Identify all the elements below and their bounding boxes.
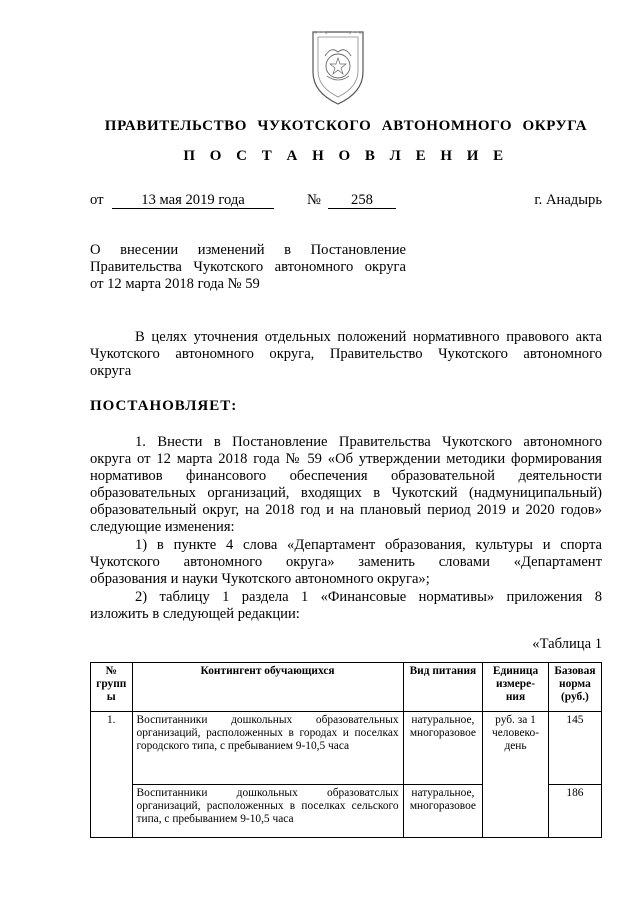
preamble-paragraph: [90, 329, 602, 380]
subitem-2-paragraph: [90, 589, 602, 623]
document-number: 258: [328, 193, 396, 209]
cell-contingent: Воспитанники дошкольных образоватслых организаций, расположенных в поселках сельского типа, с пребыванием 9-10,5 часа: [132, 785, 403, 838]
table-row: [91, 712, 602, 785]
document-type-title: П О С Т А Н О В Л Е Н И Е: [183, 148, 509, 164]
subject-line: О внесении изменений в Постановление: [90, 242, 406, 258]
subject-line: Правительства Чукотского автономного округа: [90, 259, 406, 275]
city: г. Анадырь: [534, 192, 602, 208]
header-unit: Единица измере-ния: [483, 663, 549, 712]
paragraph-line: округа от 12 марта 2018 года № 59 «Об утверждении методики формирования: [90, 451, 602, 467]
subitem-1-paragraph: [90, 537, 602, 588]
cell-group-number: 1.: [91, 712, 133, 838]
item-1-paragraph: [90, 434, 602, 536]
coat-of-arms-emblem: [305, 26, 371, 106]
cell-base-norm: 145: [548, 712, 601, 785]
cell-unit: руб. за 1 человеко-день: [483, 712, 549, 838]
cell-contingent: Воспитанники дошкольных образовательных организаций, расположенных в городах и поселках городского типа, с пребыванием 9-10,5 часа: [132, 712, 403, 785]
header-contingent: Контингент обучающихся: [132, 663, 403, 712]
table-header-row: [91, 663, 602, 712]
paragraph-line: 1. Внести в Постановление Правительства Чукотского автономного: [135, 434, 602, 450]
paragraph-line: Чукотского автономного округа, Правительство Чукотского автономного: [90, 346, 602, 362]
header-group-number: № групп ы: [91, 663, 133, 712]
paragraph-line: образовательный округ, на 2018 год и на плановый период 2019 и 2020 годов»: [90, 502, 602, 518]
document-date: 13 мая 2019 года: [112, 193, 274, 209]
norms-table: [90, 662, 602, 838]
date-prefix: от: [90, 192, 104, 208]
subject-line: от 12 марта 2018 года № 59: [90, 276, 260, 292]
cell-base-norm: 186: [548, 785, 601, 838]
paragraph-line: 1) в пункте 4 слова «Департамент образования, культуры и спорта: [135, 537, 602, 553]
paragraph-line: нормативов финансового обеспечения образовательной деятельности: [90, 468, 602, 484]
government-title: ПРАВИТЕЛЬСТВО ЧУКОТСКОГО АВТОНОМНОГО ОКРУГА: [104, 118, 588, 134]
decree-word: ПОСТАНОВЛЯЕТ:: [90, 398, 238, 414]
paragraph-line: 2) таблицу 1 раздела 1 «Финансовые нормативы» приложения 8: [135, 589, 602, 605]
cell-food-type: натуральное, многоразовое: [403, 712, 483, 785]
header-food-type: Вид питания: [403, 663, 483, 712]
paragraph-line: образования и науки Чукотского автономного округа»;: [90, 571, 430, 587]
document-subject: [90, 242, 406, 293]
paragraph-line: Чукотского автономного округа» заменить словами «Департамент: [90, 554, 602, 570]
cell-food-type: натуральное, многоразовое: [403, 785, 483, 838]
paragraph-line: В целях уточнения отдельных положений нормативного правового акта: [135, 329, 602, 345]
paragraph-line: округа: [90, 363, 132, 379]
paragraph-line: изложить в следующей редакции:: [90, 606, 300, 622]
paragraph-line: следующие изменения:: [90, 519, 235, 535]
paragraph-line: образовательных организаций, входящих в Чукотский (надмуниципальный): [90, 485, 602, 501]
table-caption: «Таблица 1: [532, 636, 602, 652]
number-label: №: [307, 192, 321, 208]
header-base-norm: Базовая норма (руб.): [548, 663, 601, 712]
